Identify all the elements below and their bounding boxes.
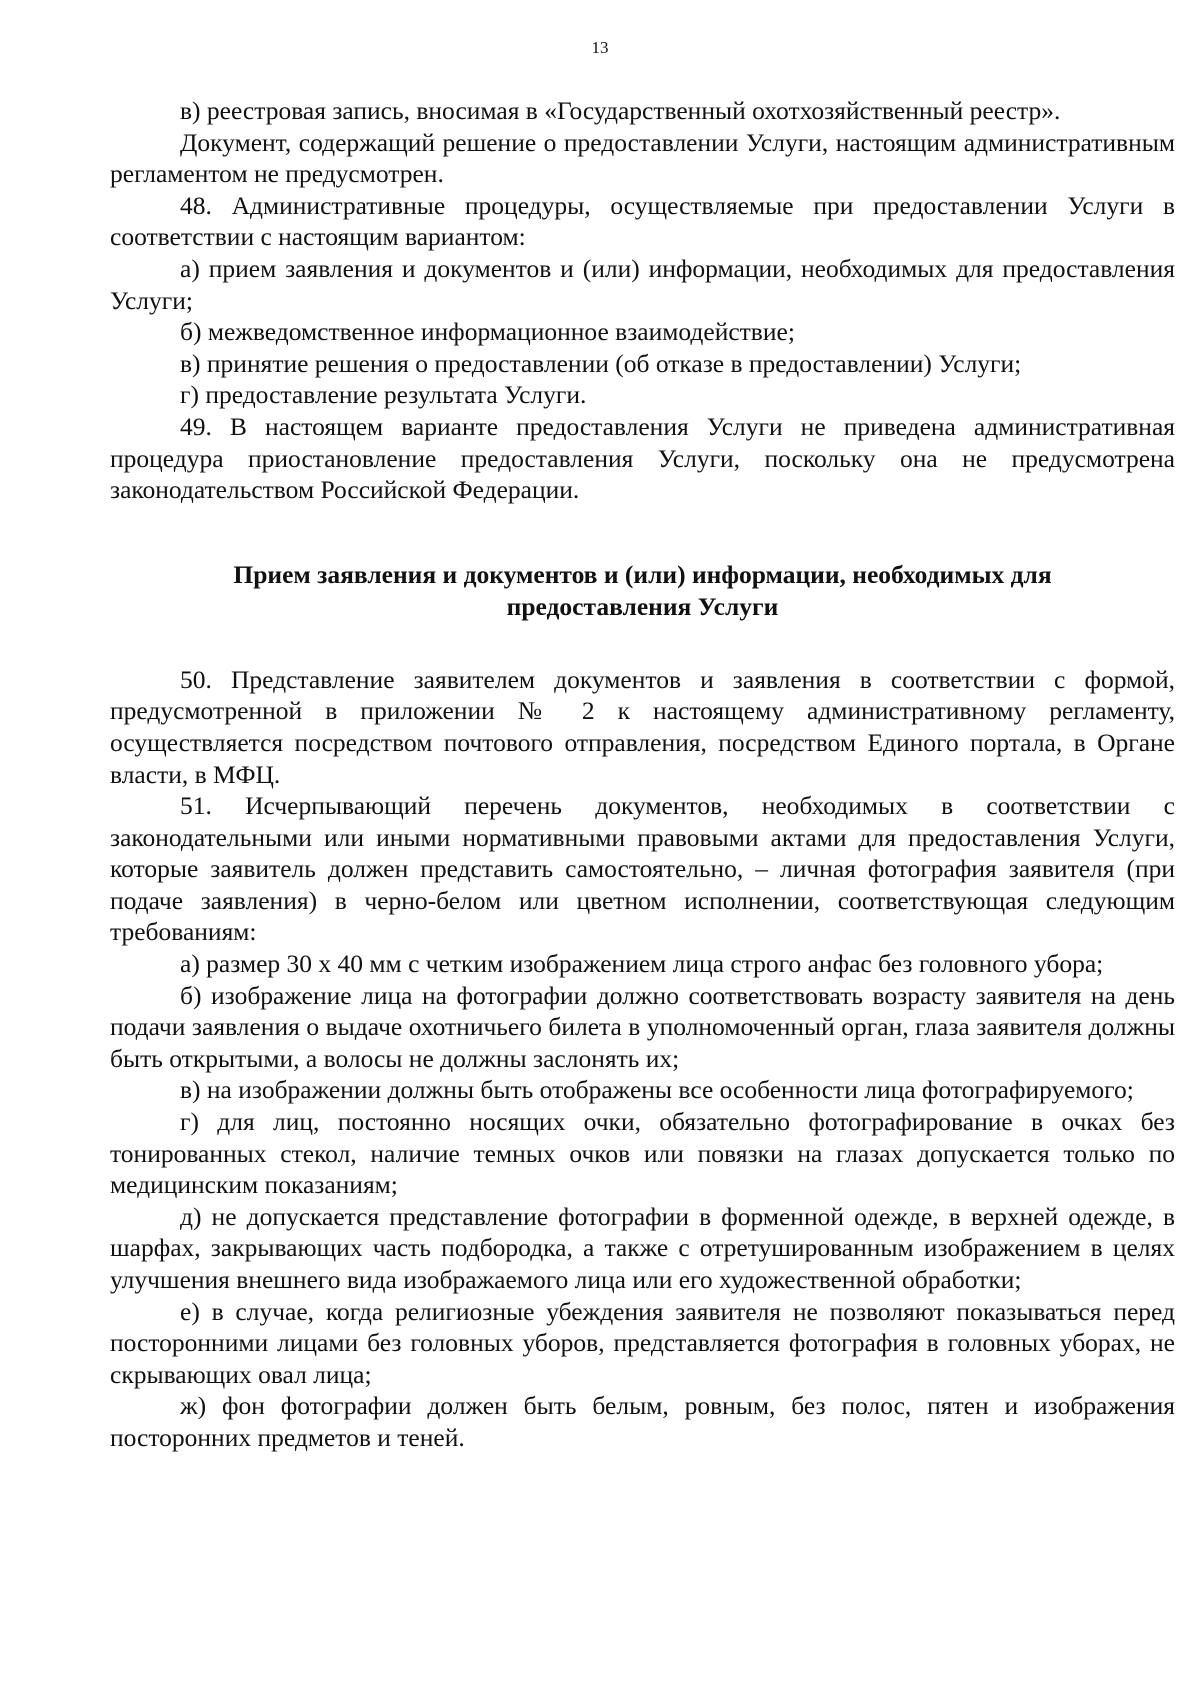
list-item-51-a: а) размер 30 х 40 мм с четким изображением лица строго анфас без головного убора; [180, 949, 1104, 979]
list-item-48-v: в) принятие решения о предоставлении (об отказе в предоставлении) Услуги; [180, 348, 1022, 378]
list-item-51-g: г) для лиц, постоянно носящих очки, обязательно фотографирование в очках без тонированных стекол, наличие темных очков или повязки на глазах допускается только по медицинским показаниям; [110, 1107, 1175, 1200]
list-item-48-a: а) прием заявления и документов и (или) информации, необходимых для предоставления Услуги; [110, 253, 1175, 315]
document-body [110, 95, 1175, 1454]
paragraph-48: 48. Административные процедуры, осуществляемые при предоставлении Услуги в соответствии с настоящим вариантом: [110, 190, 1175, 252]
paragraph-decision-document: Документ, содержащий решение о предоставлении Услуги, настоящим административным регламентом не предусмотрен. [110, 127, 1175, 189]
paragraph-49: 49. В настоящем варианте предоставления Услуги не приведена административная процедура приостановление предоставления Услуги, поскольку она не предусмотрена законодательством Российской Федерации. [110, 411, 1175, 505]
paragraph-51: 51. Исчерпывающий перечень документов, необходимых в соответствии с законодательными или иными нормативными правовыми актами для предоставления Услуги, которые заявитель должен представить самостоятельно, – личная фотография заявителя (при подаче заявления) в черно-белом или цветном исполнении, соответствующая следующим требованиям: [110, 791, 1175, 947]
list-item-51-zh: ж) фон фотографии должен быть белым, ровным, без полос, пятен и изображения посторонних предметов и теней. [110, 1391, 1175, 1452]
list-item-51-b: б) изображение лица на фотографии должно соответствовать возрасту заявителя на день подачи заявления о выдаче охотничьего билета в уполномоченный орган, глаза заявителя должны быть открытыми, а волосы не должны заслонять их; [110, 980, 1175, 1073]
list-item-51-v: в) на изображении должны быть отображены все особенности лица фотографируемого; [180, 1075, 1134, 1105]
list-item-48-g: г) предоставление результата Услуги. [180, 380, 587, 410]
list-item-51-d: д) не допускается представление фотографии в форменной одежде, в верхней одежде, в шарфах, закрывающих часть подбородка, а также с отретушированным изображением в целях улучшения внешнего вида изображаемого лица или его художественной обработки; [110, 1201, 1175, 1294]
section-heading [110, 559, 1175, 623]
paragraph-50: 50. Представление заявителем документов и заявления в соответствии с формой, предусмотренной в приложении № 2 к настоящему административному регламенту, осуществляется посредством почтового отправления, посредством Единого портала, в Органе власти, в МФЦ. [110, 664, 1175, 789]
list-item-51-e: е) в случае, когда религиозные убеждения заявителя не позволяют показываться перед посторонними лицами без головных уборов, представляется фотография в головных уборах, не скрывающих овал лица; [110, 1296, 1175, 1389]
paragraph-registry-entry: в) реестровая запись, вносимая в «Государственный охотхозяйственный реестр». [180, 96, 1061, 125]
list-item-48-b: б) межведомственное информационное взаимодействие; [180, 317, 795, 347]
page-number: 13 [591, 38, 609, 57]
section-heading-line-1: Прием заявления и документов и (или) информации, необходимых для [233, 559, 1052, 589]
section-heading-line-2: предоставления Услуги [506, 591, 779, 621]
